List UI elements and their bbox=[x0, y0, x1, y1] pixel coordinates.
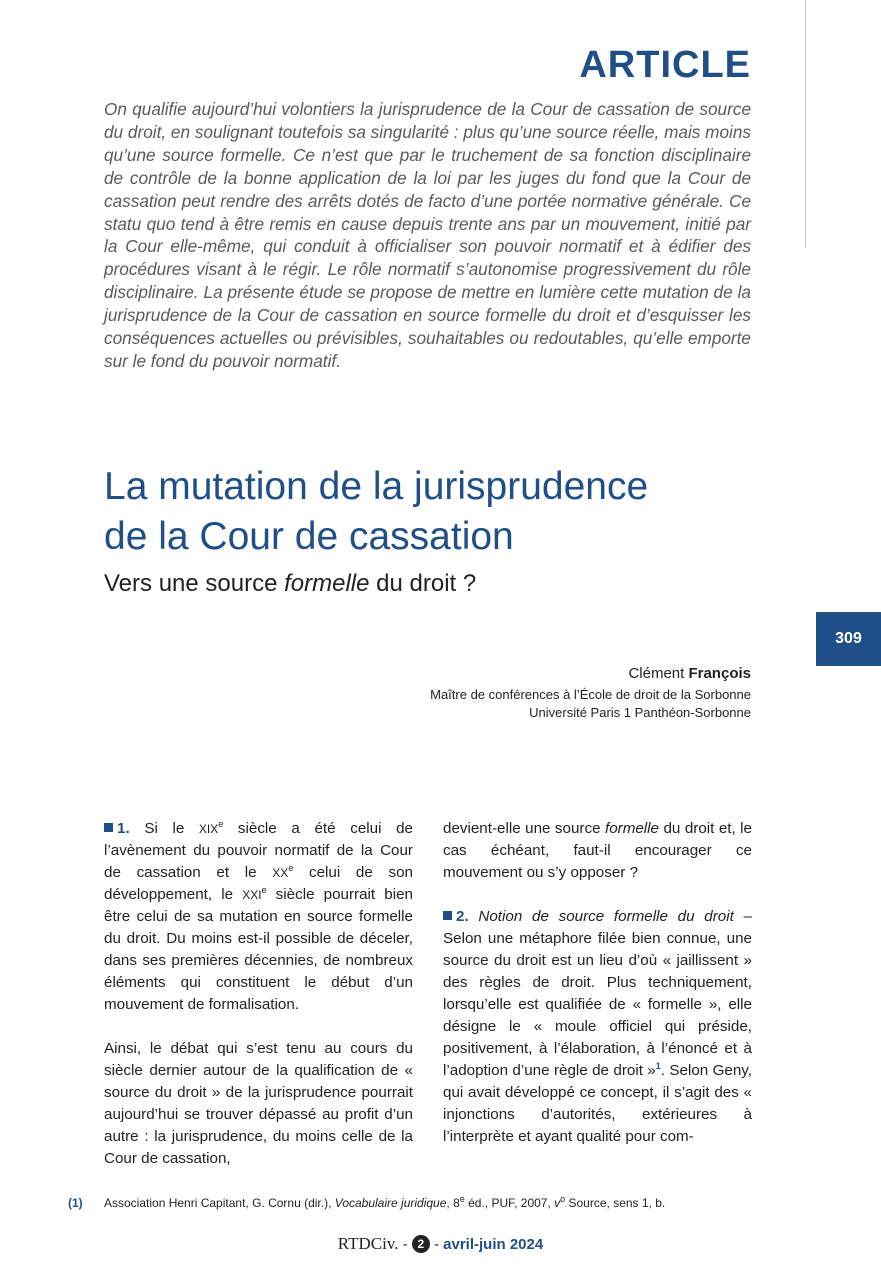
paragraph-number: 2. bbox=[456, 908, 469, 925]
article-subtitle bbox=[104, 570, 476, 598]
footnote-number: (1) bbox=[68, 1196, 83, 1210]
text-run: – Selon une métaphore filée bien connue, une source du droit est un lieu d’où « jaillissent » des règles de droit. Plus techniquement, lorsqu’elle est qualifiée de « formelle », elle désigne le « moule officiel qui préside, positivement, à l’élaboration, à l’énoncé et à l’adoption d’une règle de droit » bbox=[443, 908, 752, 1079]
emphasis: formelle bbox=[604, 820, 660, 837]
text-run: siècle pourrait bien être celui de sa mutation en source formelle du droit. Du moins est-il possible de déceler, dans ses premières décennies, de nombreux éléments qui constituent le début d’un mouvement de formalisation. bbox=[104, 886, 413, 1013]
text-run: éd., PUF, 2007, bbox=[464, 1196, 555, 1210]
issue-date: avril-juin 2024 bbox=[443, 1236, 544, 1253]
journal-name: RTDCiv. bbox=[337, 1234, 399, 1253]
superscript: e bbox=[218, 818, 224, 829]
issue-number: 2 bbox=[412, 1235, 430, 1253]
page-footer bbox=[0, 1234, 881, 1254]
abstract: On qualifie aujourd’hui volontiers la jurisprudence de la Cour de cassation de source du droit, en soulignant toutefois sa singularité : plus qu’une source réelle, mais moins qu’une source formelle. Ce n’est que par le truchement de sa fonction disciplinaire de contrôle de la bonne application de la loi par les juges du fond que la Cour de cassation peut rendre des arrêts dotés de facto d’une portée normative générale. Ce statu quo tend à être remis en cause depuis trente ans par un mouvement, initié par la Cour elle-même, qui conduit à officialiser son pouvoir normatif et à édifier des procédures visant à le régir. Le rôle normatif s’autonomise progressivement du rôle disciplinaire. La présente étude se propose de mettre en lumière cette mutation de la jurisprudence de la Cour de cassation en source formelle du droit et d’esquisser les conséquences actuelles ou prévisibles, souhaitables ou redoutables, qu’elle emporte sur le fond du pouvoir normatif. bbox=[104, 99, 751, 371]
body-column-left bbox=[104, 818, 413, 1192]
author-last-name: François bbox=[688, 665, 751, 682]
text-run: . Selon Geny, qui avait développé ce concept, il s’agit des « injonctions d’autorités, extérieures à l’interprète et ayant qualité pour com- bbox=[443, 1062, 752, 1145]
paragraph-1b: Ainsi, le débat qui s’est tenu au cours du siècle dernier autour de la qualification de « source du droit » de la jurisprudence pourrait aujourd’hui se trouver dépassé au profit d’un autre : la jurisprudence, du moins celle de la Cour de cassation, bbox=[104, 1040, 413, 1167]
title-line-1: La mutation de la jurisprudence bbox=[104, 465, 649, 508]
paragraph-marker-icon bbox=[104, 823, 113, 832]
body-column-right bbox=[443, 818, 752, 1170]
text-run: Source, sens 1, b. bbox=[565, 1196, 666, 1210]
emphasis: Vocabulaire juridique bbox=[334, 1196, 447, 1210]
emphasis: v bbox=[554, 1196, 561, 1210]
superscript: o bbox=[560, 1194, 566, 1204]
century-numeral: XX bbox=[272, 866, 289, 880]
subtitle-emphasis: formelle bbox=[284, 570, 370, 597]
author-first-name: Clément bbox=[628, 665, 685, 682]
paragraph-heading: Notion de source formelle du droit bbox=[478, 908, 734, 925]
title-line-2: de la Cour de cassation bbox=[104, 515, 514, 558]
article-title bbox=[104, 462, 784, 562]
superscript: e bbox=[459, 1194, 465, 1204]
superscript: e bbox=[288, 862, 294, 873]
author-block bbox=[430, 664, 751, 721]
paragraph-2 bbox=[443, 906, 752, 1148]
text-run: Association Henri Capitant, G. Cornu (dir.), bbox=[104, 1196, 335, 1210]
century-numeral: XXI bbox=[242, 888, 262, 902]
text-run: Si le bbox=[144, 820, 199, 837]
paragraph-number: 1. bbox=[117, 820, 130, 837]
text-run: celui de son développement, le bbox=[104, 864, 414, 903]
text-run: siècle a été celui de l’avènement du pouvoir normatif de la Cour de cassation et le bbox=[104, 820, 413, 881]
superscript: e bbox=[261, 884, 267, 895]
century-numeral: XIX bbox=[198, 822, 219, 836]
text-run: du droit et, le cas échéant, faut-il encourager ce mouvement ou s’y opposer ? bbox=[443, 820, 752, 881]
paragraph-1 bbox=[104, 818, 413, 1016]
page-number: 309 bbox=[835, 630, 862, 647]
author-position: Maître de conférences à l’École de droit de la Sorbonne bbox=[430, 687, 751, 702]
separator: - bbox=[398, 1236, 412, 1253]
paragraph-marker-icon bbox=[443, 911, 452, 920]
footnote bbox=[68, 1196, 665, 1210]
author-affiliation: Université Paris 1 Panthéon-Sorbonne bbox=[529, 704, 751, 720]
footnote-reference[interactable]: 1 bbox=[655, 1060, 661, 1071]
text-run: , 8 bbox=[446, 1196, 460, 1210]
section-label: ARTICLE bbox=[579, 44, 751, 86]
page-number-tab bbox=[816, 612, 881, 666]
author-name bbox=[430, 664, 751, 684]
subtitle-text-end: du droit ? bbox=[369, 570, 477, 597]
subtitle-text: Vers une source bbox=[104, 570, 285, 597]
separator: - bbox=[429, 1236, 444, 1253]
paragraph-1b-continued bbox=[443, 818, 752, 884]
margin-rule bbox=[805, 0, 806, 248]
text-run: devient-elle une source bbox=[443, 820, 605, 837]
